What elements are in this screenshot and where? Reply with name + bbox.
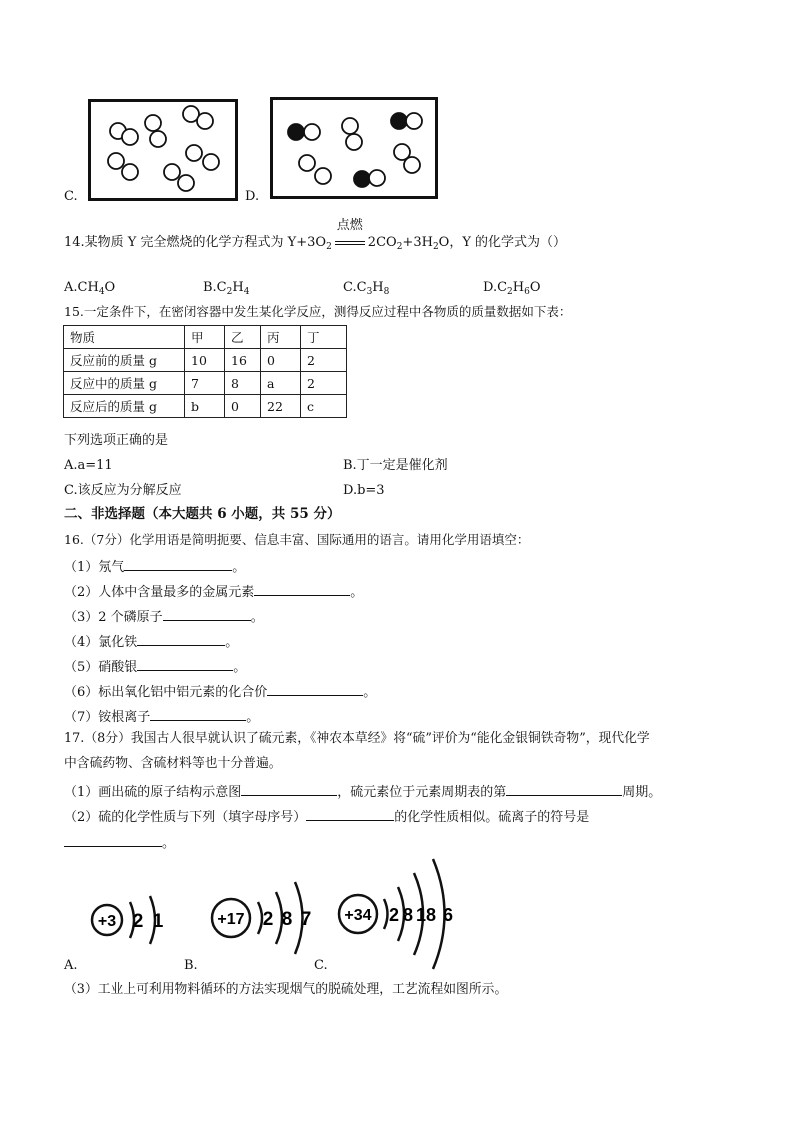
q15-option-b[interactable]: B.丁一定是催化剂: [343, 458, 448, 473]
nucleus-charge: +3: [97, 913, 117, 930]
option-c-label: C.: [64, 189, 78, 204]
q15-option-a[interactable]: A.a=11: [64, 458, 113, 473]
q16-item: （5）硝酸银 。: [64, 660, 247, 675]
answer-blank[interactable]: [124, 558, 232, 571]
q14-option-b[interactable]: $B.C_2H_4$: [203, 280, 250, 297]
table-cell: c: [301, 395, 347, 418]
q15-option-d[interactable]: D.b=3: [343, 483, 385, 498]
answer-blank[interactable]: [506, 783, 622, 796]
condition-label: 点燃: [336, 218, 363, 233]
table-header-row: [64, 326, 347, 349]
answer-blank[interactable]: [137, 633, 225, 646]
atom-diagram-b: [210, 872, 320, 964]
q16-item: （4）氯化铁 。: [64, 635, 239, 650]
q16-item: （3）2 个磷原子 。: [64, 610, 264, 625]
answer-blank[interactable]: [306, 808, 394, 821]
q14-option-c[interactable]: $C.C_3H_8$: [343, 280, 390, 297]
table-cell: 16: [225, 349, 261, 372]
atom-diagram-c: [338, 855, 468, 971]
answer-blank[interactable]: [254, 583, 350, 596]
q16-item: （6）标出氧化铝中铝元素的化合价 。: [64, 685, 377, 700]
answer-blank[interactable]: [64, 834, 162, 847]
mass-table: [63, 325, 347, 418]
table-row: [64, 395, 347, 418]
q14-option-a[interactable]: $A.CH_4O$: [64, 280, 116, 297]
q14-stem: 14.某物质 Y 完全燃烧的化学方程式为 $Y+3O_2$ 点燃 $2CO_2+3H_2O$，Y 的化学式为（）: [64, 218, 567, 252]
table-cell: 22: [261, 395, 301, 418]
particle-box-c: [88, 99, 238, 201]
q17-item3: （3）工业上可利用物料循环的方法实现烟气的脱硫处理，工艺流程如图所示。: [64, 982, 508, 997]
table-cell: 反应中的质量 g: [64, 372, 185, 395]
table-cell: 2: [301, 372, 347, 395]
q15-prompt: 下列选项正确的是: [64, 433, 169, 448]
table-header: 丙: [261, 326, 301, 349]
electron-count: 8: [402, 905, 414, 925]
atom-b-label: B.: [184, 958, 198, 973]
table-header: 乙: [225, 326, 261, 349]
table-cell: 7: [185, 372, 225, 395]
q17-stem-line1: 17.（8分）我国古人很早就认识了硫元素，《神农本草经》将“硫”评价为“能化金银铜铁奇物”，现代化学: [64, 731, 650, 746]
q16-item: （7）铵根离子 。: [64, 710, 260, 725]
electron-count: 2: [132, 911, 144, 932]
electron-count: 7: [300, 909, 312, 930]
q16-stem: 16.（7分）化学用语是简明扼要、信息丰富、国际通用的语言。请用化学用语填空：: [64, 532, 530, 547]
q16-item: （2）人体中含量最多的金属元素 。: [64, 585, 364, 600]
section-title: 二、非选择题（本大题共 6 小题，共 55 分）: [64, 506, 341, 522]
answer-blank[interactable]: [137, 658, 233, 671]
atom-diagram-a: [90, 880, 180, 960]
answer-blank[interactable]: [267, 683, 363, 696]
table-row: [64, 349, 347, 372]
answer-blank[interactable]: [163, 608, 251, 621]
particle-box-d: [270, 97, 438, 200]
electron-count: 2: [262, 909, 274, 930]
electron-count: 8: [281, 909, 293, 930]
table-cell: b: [185, 395, 225, 418]
q17-stem-line2: 中含硫药物、含硫材料等也十分普遍。: [64, 756, 282, 771]
atom-c-label: C.: [314, 958, 328, 973]
table-cell: a: [261, 372, 301, 395]
q17-item1: （1）画出硫的原子结构示意图 ，硫元素位于元素周期表的第 周期。: [64, 785, 662, 800]
answer-blank[interactable]: [150, 708, 246, 721]
q14-option-d[interactable]: $D.C_2H_6O$: [483, 280, 541, 297]
table-cell: 2: [301, 349, 347, 372]
q15-stem: 15.一定条件下，在密闭容器中发生某化学反应，测得反应过程中各物质的质量数据如下表：: [64, 304, 572, 319]
q17-item2-cont: 。: [64, 834, 175, 850]
atom-a-label: A.: [64, 958, 78, 973]
electron-count: 2: [388, 905, 400, 925]
q17-item2: （2）硫的化学性质与下列（填字母序号） 的化学性质相似。硫离子的符号是: [64, 810, 590, 825]
nucleus-charge: +34: [344, 907, 372, 924]
electron-count: 18: [415, 905, 437, 925]
table-cell: 0: [261, 349, 301, 372]
table-cell: 0: [225, 395, 261, 418]
answer-blank[interactable]: [241, 783, 337, 796]
table-row: [64, 372, 347, 395]
table-header: 甲: [185, 326, 225, 349]
electron-count: 6: [442, 905, 454, 925]
option-d-label: D.: [245, 189, 260, 204]
nucleus-charge: +17: [217, 911, 245, 928]
table-header: 丁: [301, 326, 347, 349]
electron-count: 1: [152, 911, 164, 932]
table-cell: 8: [225, 372, 261, 395]
q15-option-c[interactable]: C.该反应为分解反应: [64, 483, 182, 498]
table-cell: 10: [185, 349, 225, 372]
q16-item: （1）氖气 。: [64, 560, 246, 575]
table-cell: 反应前的质量 g: [64, 349, 185, 372]
table-cell: 反应后的质量 g: [64, 395, 185, 418]
table-header: 物质: [64, 326, 185, 349]
